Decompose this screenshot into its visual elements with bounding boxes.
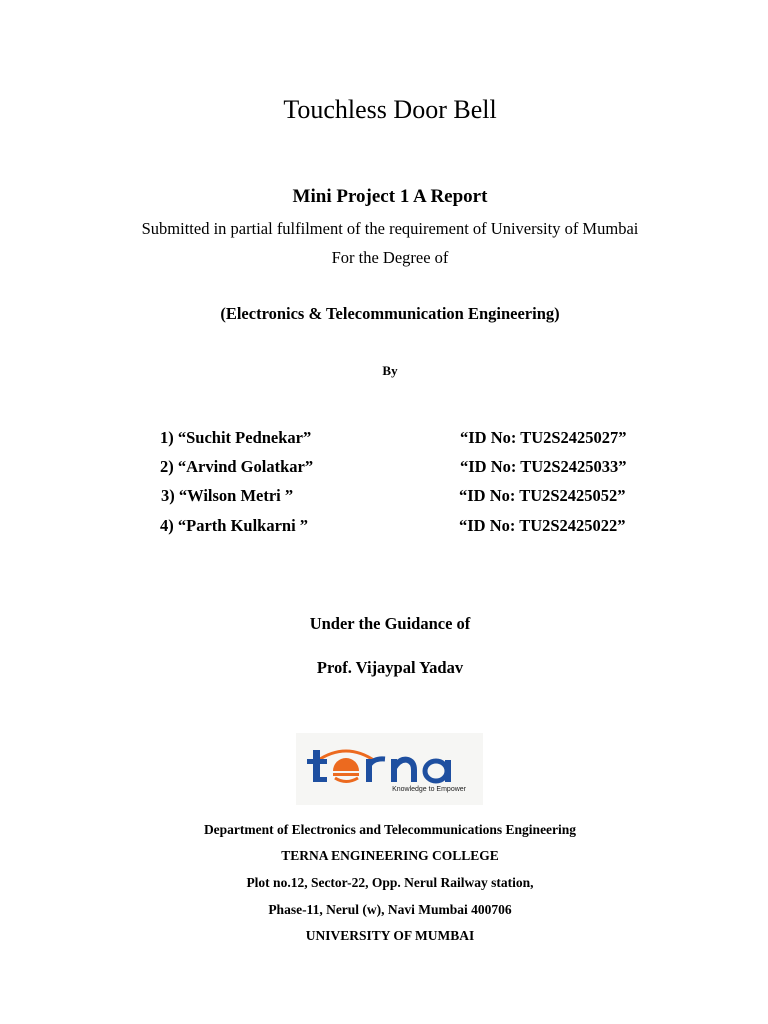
member-name: 3) “Wilson Metri ” bbox=[161, 486, 294, 505]
member-id: “ID No: TU2S2425027” bbox=[460, 428, 627, 447]
report-subtitle: Mini Project 1 A Report bbox=[292, 186, 488, 207]
submitted-line: Submitted in partial fulfilment of the requirement of University of Mumbai bbox=[141, 219, 639, 238]
member-id: “ID No: TU2S2425033” bbox=[460, 457, 627, 476]
branch-name: (Electronics & Telecommunication Engineering) bbox=[220, 304, 560, 323]
address-line-1: Plot no.12, Sector-22, Opp. Nerul Railway station, bbox=[246, 875, 534, 890]
logo-tagline: Knowledge to Empower bbox=[392, 786, 466, 793]
degree-line: For the Degree of bbox=[331, 248, 449, 267]
member-name: 4) “Parth Kulkarni ” bbox=[160, 516, 309, 535]
member-id: “ID No: TU2S2425022” bbox=[459, 516, 626, 535]
terna-logo-icon bbox=[296, 733, 483, 805]
university-name: UNIVERSITY OF MUMBAI bbox=[305, 928, 475, 943]
guide-name: Prof. Vijaypal Yadav bbox=[316, 658, 464, 677]
terna-logo bbox=[296, 733, 483, 805]
member-name: 1) “Suchit Pednekar” bbox=[160, 428, 312, 447]
member-name: 2) “Arvind Golatkar” bbox=[160, 457, 314, 476]
report-title: Touchless Door Bell bbox=[283, 95, 497, 124]
member-id: “ID No: TU2S2425052” bbox=[459, 486, 626, 505]
address-line-2: Phase-11, Nerul (w), Navi Mumbai 400706 bbox=[268, 902, 512, 917]
college-name: TERNA ENGINEERING COLLEGE bbox=[281, 848, 499, 863]
guidance-label: Under the Guidance of bbox=[309, 614, 471, 633]
by-label: By bbox=[382, 363, 398, 378]
department-name: Department of Electronics and Telecommunications Engineering bbox=[203, 822, 577, 837]
